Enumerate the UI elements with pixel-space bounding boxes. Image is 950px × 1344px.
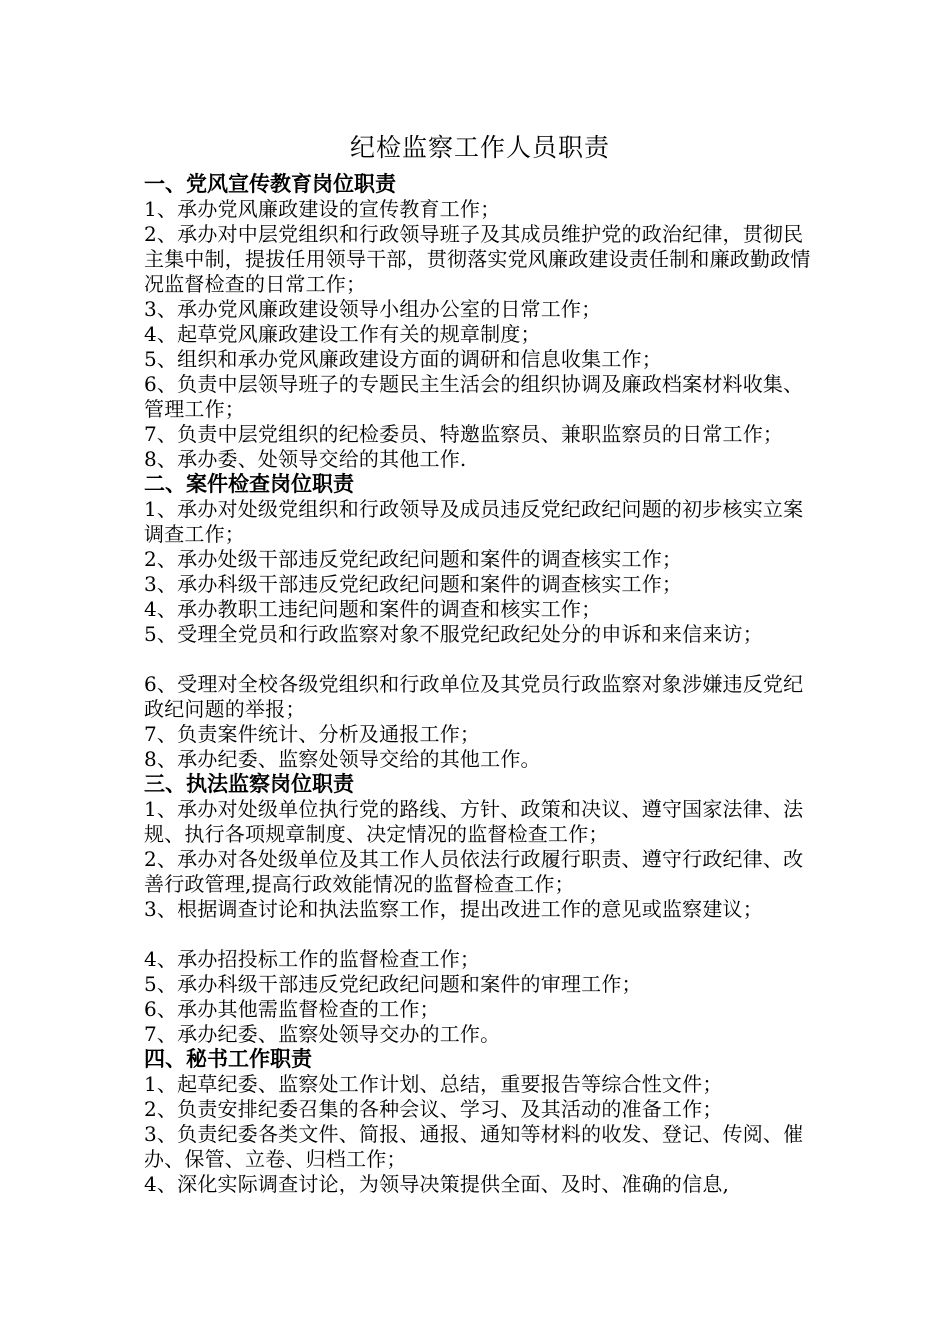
section-heading: 三、执法监察岗位职责 — [144, 772, 354, 796]
paragraph: 4、承办教职工违纪问题和案件的调查和核实工作； — [144, 597, 602, 621]
paragraph: 7、负责案件统计、分析及通报工作； — [144, 722, 481, 746]
section-case-inspection — [144, 472, 816, 772]
section-heading: 二、案件检查岗位职责 — [144, 472, 354, 496]
paragraph: 8、承办委、处领导交给的其他工作. — [144, 447, 467, 471]
paragraph: 3、承办科级干部违反党纪政纪问题和案件的调查核实工作； — [144, 572, 683, 596]
section-secretary — [144, 1047, 816, 1197]
paragraph: 3、负责纪委各类文件、简报、通报、通知等材料的收发、登记、传阅、催办、保管、立卷、归档工作； — [144, 1122, 804, 1171]
paragraph: 2、负责安排纪委召集的各种会议、学习、及其活动的准备工作； — [144, 1097, 723, 1121]
paragraph: 1、起草纪委、监察处工作计划、总结，重要报告等综合性文件； — [144, 1072, 723, 1096]
paragraph: 3、承办党风廉政建设领导小组办公室的日常工作； — [144, 297, 602, 321]
paragraph: 6、受理对全校各级党组织和行政单位及其党员行政监察对象涉嫌违反党纪政纪问题的举报； — [144, 672, 804, 721]
paragraph: 5、承办科级干部违反党纪政纪问题和案件的审理工作； — [144, 972, 642, 996]
paragraph: 8、承办纪委、监察处领导交给的其他工作。 — [144, 747, 541, 771]
paragraph: 6、负责中层领导班子的专题民主生活会的组织协调及廉政档案材料收集、管理工作； — [144, 372, 804, 421]
paragraph: 1、承办对处级单位执行党的路线、方针、政策和决议、遵守国家法律、法规、执行各项规章制度、决定情况的监督检查工作； — [144, 797, 804, 846]
paragraph: 4、深化实际调查讨论，为领导决策提供全面、及时、准确的信息, — [144, 1172, 730, 1196]
paragraph: 3、根据调查讨论和执法监察工作，提出改进工作的意见或监察建议； — [144, 897, 763, 921]
section-law-enforcement-supervision — [144, 772, 816, 1047]
section-party-education — [144, 172, 816, 472]
paragraph: 5、受理全党员和行政监察对象不服党纪政纪处分的申诉和来信来访； — [144, 622, 763, 646]
paragraph: 7、负责中层党组织的纪检委员、特邀监察员、兼职监察员的日常工作； — [144, 422, 784, 446]
paragraph: 4、起草党风廉政建设工作有关的规章制度； — [144, 322, 541, 346]
paragraph: 7、承办纪委、监察处领导交办的工作。 — [144, 1022, 501, 1046]
document-title: 纪检监察工作人员职责 — [349, 133, 610, 162]
section-heading: 一、党风宣传教育岗位职责 — [144, 172, 396, 196]
paragraph: 2、承办对各处级单位及其工作人员依法行政履行职责、遵守行政纪律、改善行政管理,提高行政效能情况的监督检查工作； — [144, 847, 804, 896]
document-page — [144, 128, 816, 1197]
paragraph: 2、承办处级干部违反党纪政纪问题和案件的调查核实工作； — [144, 547, 683, 571]
paragraph: 4、承办招投标工作的监督检查工作； — [144, 947, 481, 971]
section-heading: 四、秘书工作职责 — [144, 1047, 312, 1071]
paragraph: 5、组织和承办党风廉政建设方面的调研和信息收集工作； — [144, 347, 662, 371]
paragraph: 2、承办对中层党组织和行政领导班子及其成员维护党的政治纪律，贯彻民主集中制，提拔任用领导干部，贯彻落实党风廉政建设责任制和廉政勤政情况监督检查的日常工作； — [144, 222, 811, 296]
paragraph: 1、承办对处级党组织和行政领导及成员违反党纪政纪问题的初步核实立案调查工作； — [144, 497, 804, 546]
paragraph: 6、承办其他需监督检查的工作； — [144, 997, 440, 1021]
paragraph: 1、承办党风廉政建设的宣传教育工作； — [144, 197, 501, 221]
